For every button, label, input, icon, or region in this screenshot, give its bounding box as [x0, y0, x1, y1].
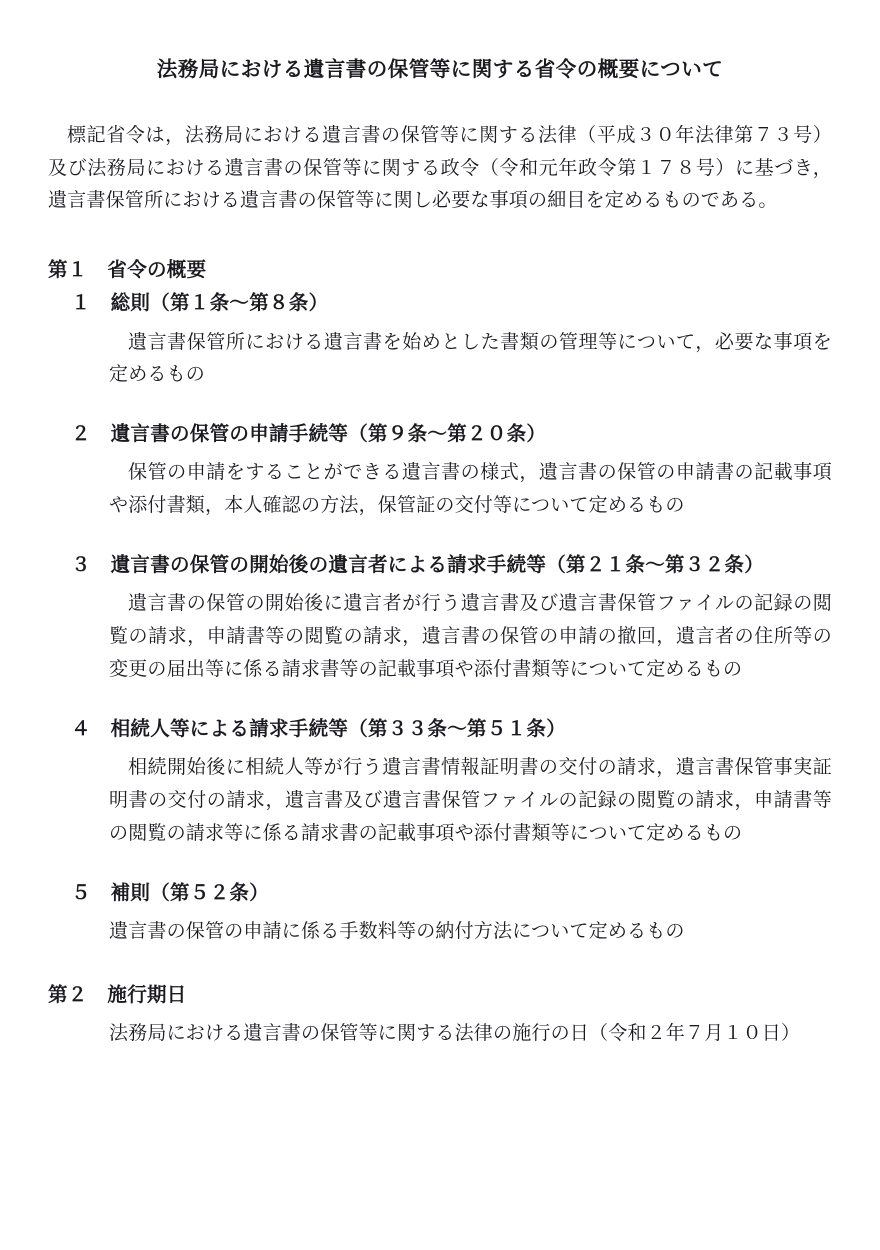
- section-2: [48, 978, 832, 1050]
- item-heading: １ 総則（第１条〜第８条）: [71, 291, 329, 315]
- item-heading: ４ 相続人等による請求手続等（第３３条〜第５１条）: [71, 716, 567, 740]
- item-heading: ５ 補則（第５２条）: [71, 880, 270, 904]
- section-2-heading: 第２ 施行期日: [48, 982, 187, 1006]
- section-1-item-1: [48, 286, 832, 391]
- section-1-item-3: [48, 548, 832, 686]
- item-body: 遺言書の保管の開始後に遺言者が行う遺言書及び遺言書保管ファイルの記録の閲覧の請求，申請書等の閲覧の請求，遺言書の保管の申請の撤回，遺言者の住所等の変更の届出等に係る請求書等の記載事項や添付書類等について定めるもの: [109, 592, 832, 681]
- section-1-item-4: [48, 712, 832, 850]
- lead-paragraph: 標記省令は，法務局における遺言書の保管等に関する法律（平成３０年法律第７３号）及び法務局における遺言書の保管等に関する政令（令和元年政令第１７８号）に基づき，遺言書保管所における遺言書の保管等に関し必要な事項の細目を定めるものである。: [48, 123, 832, 212]
- page-title: 法務局における遺言書の保管等に関する省令の概要について: [156, 57, 724, 81]
- item-heading: ３ 遺言書の保管の開始後の遺言者による請求手続等（第２１条〜第３２条）: [71, 553, 765, 577]
- section-1-item-5: [48, 876, 832, 948]
- section-2-body: 法務局における遺言書の保管等に関する法律の施行の日（令和２年７月１０日）: [109, 1021, 801, 1044]
- item-body: 遺言書の保管の申請に係る手数料等の納付方法について定めるもの: [109, 919, 685, 942]
- item-body: 遺言書保管所における遺言書を始めとした書類の管理等について，必要な事項を定めるもの: [109, 330, 832, 386]
- item-heading: ２ 遺言書の保管の申請手続等（第９条〜第２０条）: [71, 422, 547, 446]
- item-body: 保管の申請をすることができる遺言書の様式，遺言書の保管の申請書の記載事項や添付書類，本人確認の方法，保管証の交付等について定めるもの: [109, 461, 832, 517]
- section-1-heading: 第１ 省令の概要: [48, 258, 207, 282]
- item-body: 相続開始後に相続人等が行う遺言書情報証明書の交付の請求，遺言書保管事実証明書の交付の請求，遺言書及び遺言書保管ファイルの記録の閲覧の請求，申請書等の閲覧の請求等に係る請求書の記載事項や添付書類等について定めるもの: [109, 756, 832, 844]
- section-1: [48, 253, 832, 947]
- section-1-item-2: [48, 417, 832, 522]
